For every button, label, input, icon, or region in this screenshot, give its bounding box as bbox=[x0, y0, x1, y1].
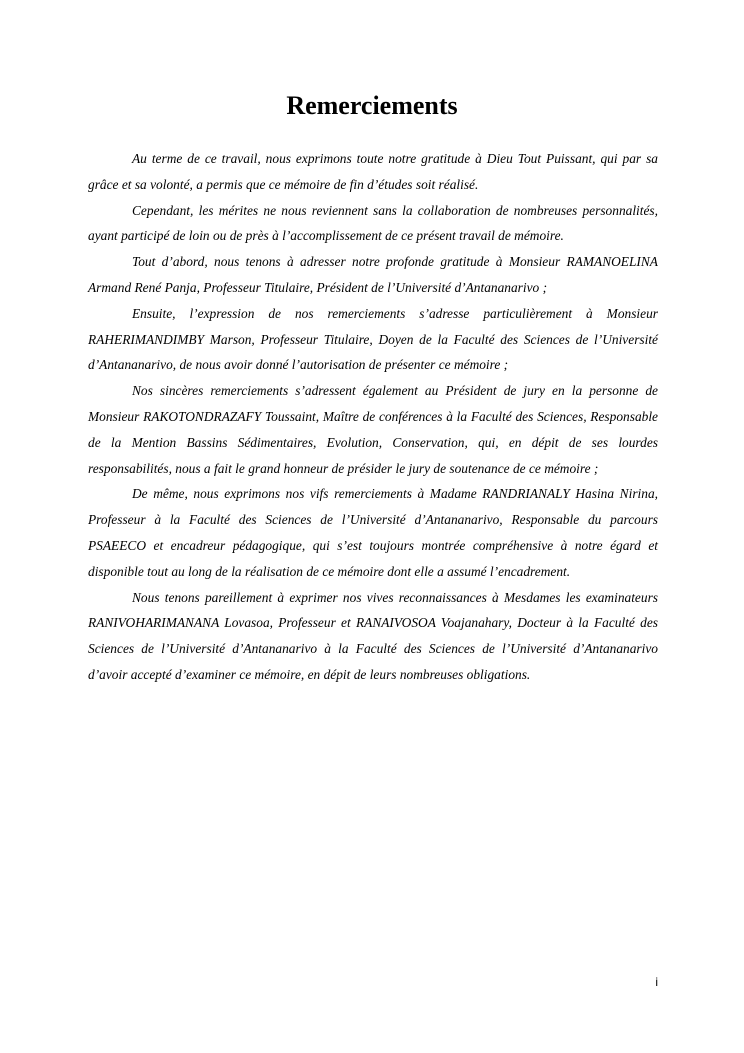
paragraph-university-president: Tout d’abord, nous tenons à adresser notre profonde gratitude à Monsieur RAMANOELINA Armand René Panja, Professeur Titulaire, Président de l’Université d’Antananarivo ; bbox=[88, 254, 658, 295]
paragraph-gratitude-god: Au terme de ce travail, nous exprimons toute notre gratitude à Dieu Tout Puissant, qui par sa grâce et sa volonté, a permis que ce mémoire de fin d’études soit réalisé. bbox=[88, 151, 658, 192]
paragraph-examiners: Nous tenons pareillement à exprimer nos vives reconnaissances à Mesdames les examinateurs RANIVOHARIMANANA Lovasoa, Professeur et RANAIVOSOA Voajanahary, Docteur à la Faculté des Sciences de l’Université d’Antananarivo à la Faculté des Sciences de l’Université d’Antananarivo d’avoir accepté d’examiner ce mémoire, en dépit de leurs nombreuses obligations. bbox=[88, 589, 658, 682]
paragraph-faculty-dean: Ensuite, l’expression de nos remerciements s’adresse particulièrement à Monsieur RAHERIMANDIMBY Marson, Professeur Titulaire, Doyen de la Faculté des Sciences de l’Université d’Antananarivo, de nous avoir donné l’autorisation de présenter ce mémoire ; bbox=[88, 305, 658, 373]
paragraph-supervisor: De même, nous exprimons nos vifs remerciements à Madame RANDRIANALY Hasina Nirina, Professeur à la Faculté des Sciences de l’Université d’Antananarivo, Responsable du parcours PSAEECO et encadreur pédagogique, qui s’est toujours montrée compréhensive à notre égard et disponible tout au long de la réalisation de ce mémoire dont elle a assumé l’encadrement. bbox=[88, 486, 658, 579]
page-number: i bbox=[655, 975, 658, 989]
paragraph-collaboration: Cependant, les mérites ne nous reviennent sans la collaboration de nombreuses personnalités, ayant participé de loin ou de près à l’accomplissement de ce présent travail de mémoire. bbox=[88, 202, 658, 244]
paragraph-jury-president: Nos sincères remerciements s’adressent également au Président de jury en la personne de Monsieur RAKOTONDRAZAFY Toussaint, Maître de conférences à la Faculté des Sciences, Responsable de la Mention Bassins Sédimentaires, Evolution, Conservation, qui, en dépit de ses lourdes responsabilités, nous a fait le grand honneur de présider le jury de soutenance de ce mémoire ; bbox=[88, 383, 658, 476]
page-title: Remerciements bbox=[286, 91, 458, 120]
acknowledgements-body bbox=[88, 146, 658, 688]
